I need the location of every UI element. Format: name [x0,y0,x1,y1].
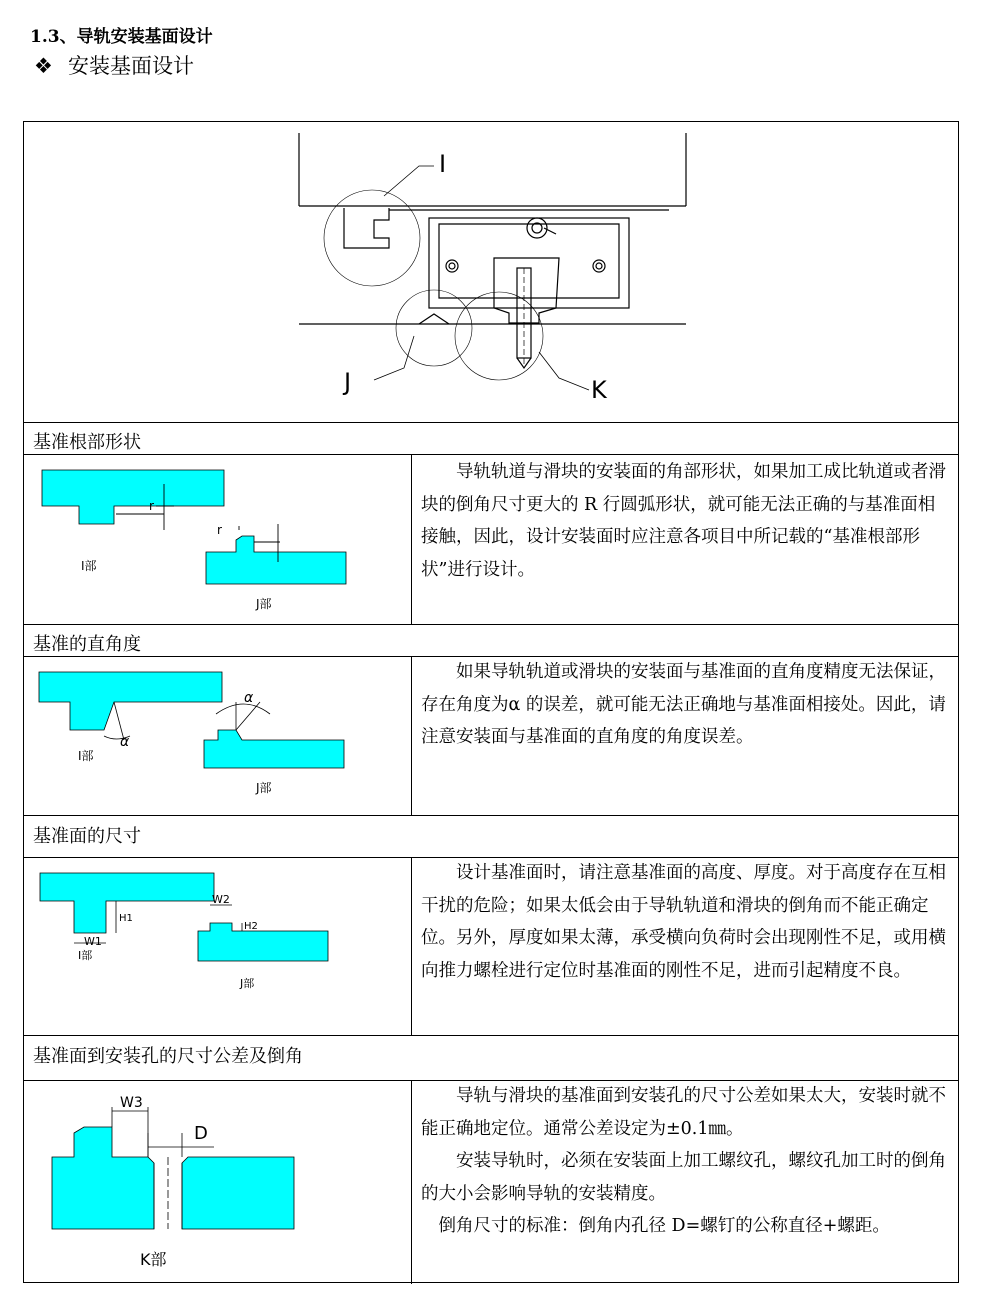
column-divider [411,1080,412,1284]
paragraph: 倒角尺寸的标准：倒角内孔径 D=螺钉的公称直径+螺距。 [438,1216,890,1236]
w2-label: W2 [212,893,230,906]
label-k: K [591,376,607,404]
divider [24,454,958,455]
part-j-label: J部 [240,977,255,990]
paragraph-root-shape [421,456,951,586]
divider [24,624,958,625]
content-table [23,121,959,1283]
paragraph-reference-dimensions [421,857,951,987]
w3-label: W3 [120,1095,143,1111]
alpha-label: α [120,734,130,750]
part-j-label: J部 [256,597,272,611]
paragraph: 导轨与滑块的基准面到安装孔的尺寸公差如果太大，安装时就不能正确地定位。通常公差设定为±0.1㎜。 [421,1086,946,1139]
paragraph: 如果导轨轨道或滑块的安装面与基准面的直角度精度无法保证，存在角度为α 的误差，就可能无法正确地与基准面相接处。因此，请注意安装面与基准面的直角度的角度误差。 [421,662,946,747]
part-k-label: K部 [140,1250,167,1269]
alpha-label: α [244,690,254,706]
heading-perpendicularity: 基准的直角度 [33,634,141,655]
divider [24,1035,958,1036]
h1-label: H1 [119,913,133,924]
heading-root-shape: 基准根部形状 [33,432,141,453]
divider [24,422,958,423]
d-label: D [194,1123,208,1144]
paragraph-perpendicularity [421,656,951,754]
paragraph-hole-tolerance [421,1080,951,1243]
paragraph: 设计基准面时，请注意基准面的高度、厚度。对于高度存在互相干扰的危险；如果太低会由于导轨轨道和滑块的倒角而不能正确定位。另外，厚度如果太薄，承受横向负荷时会出现刚性不足，或用横向推力螺栓进行定位时基准面的刚性不足，进而引起精度不良。 [421,863,946,981]
column-divider [411,857,412,1035]
part-i-label: I部 [78,749,94,763]
guide-rail-overview-figure [294,128,694,408]
paragraph: 导轨轨道与滑块的安装面的角部形状，如果加工成比轨道或者滑块的倒角尺寸更大的 R 行圆弧形状，就可能无法正确的与基准面相接触，因此，设计安装面时应注意各项目中所记载的“基准根部形状”进行设计。 [421,462,946,580]
diamond-bullet-icon: ❖ [34,54,53,78]
hole-tolerance-figure [44,1087,404,1277]
w1-label: W1 [84,935,102,948]
r-label: r [217,523,222,537]
reference-dimensions-figure [34,865,404,1030]
label-j: J [344,368,352,396]
r-label: r [149,499,154,513]
subtitle [34,50,194,80]
divider [24,815,958,816]
heading-reference-dimensions: 基准面的尺寸 [33,826,141,847]
root-shape-figure [34,462,404,617]
part-j-label: J部 [256,781,272,795]
subtitle-text: 安装基面设计 [68,54,194,78]
paragraph: 安装导轨时，必须在安装面上加工螺纹孔，螺纹孔加工时的倒角的大小会影响导轨的安装精度。 [421,1151,946,1204]
column-divider [411,656,412,815]
perpendicularity-figure [34,664,404,804]
heading-hole-tolerance: 基准面到安装孔的尺寸公差及倒角 [33,1046,303,1067]
section-title: 1.3、导轨安装基面设计 [30,27,213,47]
column-divider [411,454,412,624]
part-i-label: I部 [81,559,97,573]
h2-label: H2 [244,921,258,932]
part-i-label: I部 [78,949,93,962]
label-i: I [439,150,447,178]
